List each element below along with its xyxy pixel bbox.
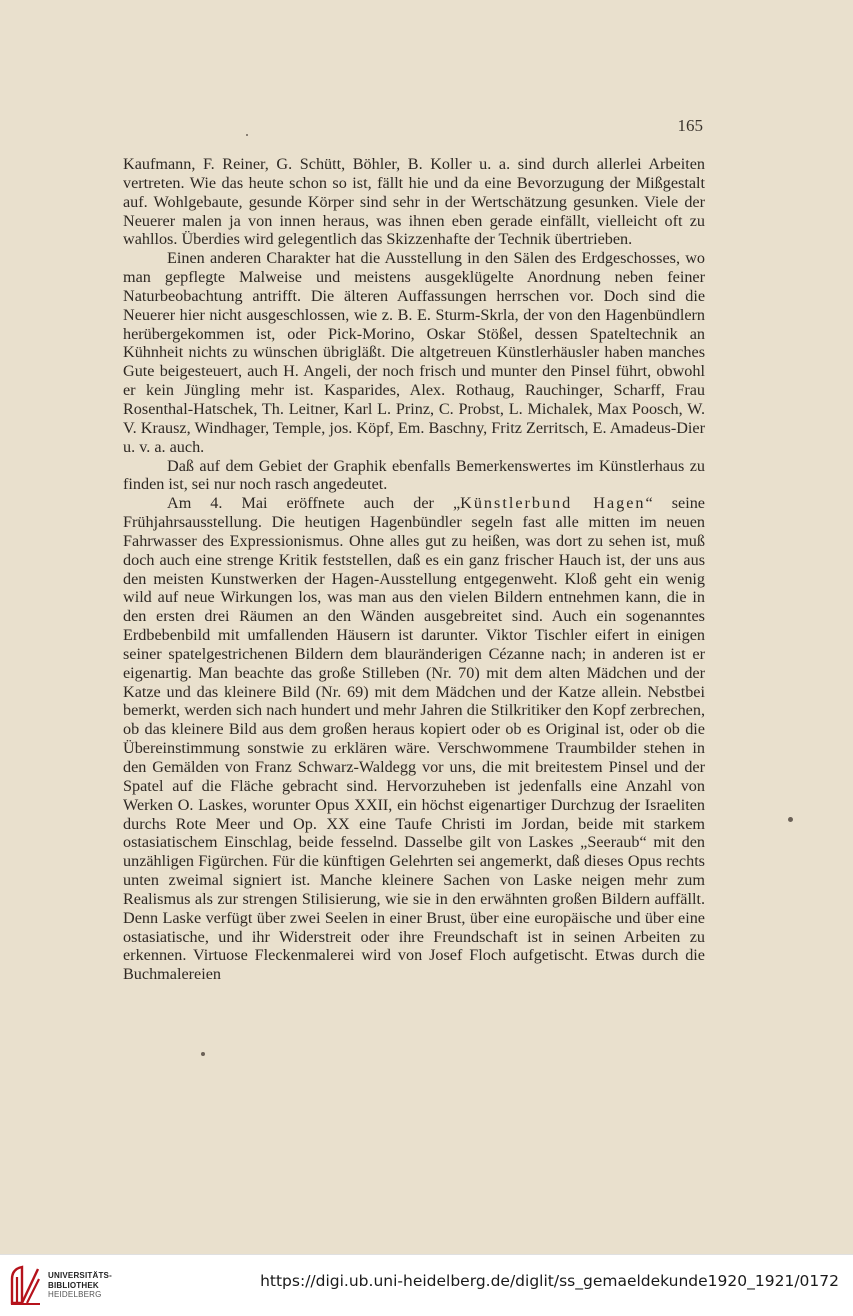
library-line-3: HEIDELBERG <box>48 1290 102 1299</box>
university-library-logo-icon[interactable] <box>8 1263 42 1307</box>
article-text <box>123 155 705 984</box>
document-url-link[interactable]: https://digi.ub.uni-heidelberg.de/diglit/ss_gemaeldekunde1920_1921/0172 <box>260 1272 839 1290</box>
library-line-1: UNIVERSITÄTS- <box>48 1271 112 1280</box>
spaced-emphasis: Künstlerbund Hagen <box>460 494 646 513</box>
paragraph-3: Daß auf dem Gebiet der Graphik ebenfalls Bemerkenswertes im Künstlerhaus zu finden ist, sei nur noch rasch angedeutet. <box>123 456 705 494</box>
library-name <box>48 1271 112 1300</box>
paper-speck <box>201 1052 205 1056</box>
paragraph-4 <box>123 494 705 984</box>
viewer-footer <box>0 1254 853 1316</box>
paragraph-1: Kaufmann, F. Reiner, G. Schütt, Böhler, B. Koller u. a. sind durch allerlei Arbeiten vertreten. Wie das heute schon so ist, fällt hie und da eine Bevorzugung der Mißgestalt auf. Wohlgebaute, gesunde Körper sind sehr in der Wertschätzung gesunken. Viele der Neuerer malen ja von innen heraus, was ihnen eben gerade einfällt, vielleicht oft zu wahllos. Überdies wird gelegentlich das Skizzenhafte der Technik übertrieben. <box>123 155 705 249</box>
paragraph-2: Einen anderen Charakter hat die Ausstellung in den Sälen des Erdgeschosses, wo man gepflegte Malweise und meistens ausgeklügelte Anordnung neben feiner Naturbeobachtung antrifft. Die älteren Auffassungen herrschen vor. Doch sind die Neuerer hier nicht ausgeschlossen, wie z. B. E. Sturm-Skrla, der von den Hagenbündlern herübergekommen ist, oder Pick-Morino, Oskar Stößel, dessen Spateltechnik an Kühnheit nichts zu wünschen übrigläßt. Die altgetreuen Künstlerhäusler haben manches Gute beigesteuert, auch H. Angeli, der noch frisch und munter den Pinsel führt, obwohl er kein Jüngling mehr ist. Kasparides, Alex. Rothaug, Rauchinger, Scharff, Frau Rosenthal-Hatschek, Th. Leitner, Karl L. Prinz, C. Probst, L. Michalek, Max Poosch, W. V. Krausz, Windhager, Temple, jos. Köpf, Em. Baschny, Fritz Zerritsch, E. Amadeus-Dier u. v. a. auch. <box>123 249 705 456</box>
paper-speck <box>788 817 793 822</box>
page-number: 165 <box>677 116 703 135</box>
paragraph-4-lead: Am 4. Mai eröffnete auch der „ <box>167 494 461 513</box>
paragraph-4-body: “ seine Frühjahrsausstellung. Die heutigen Hagenbündler segeln fast alle mitten im neuen Fahrwasser des Expressionismus. Ohne alles gut zu heißen, was dort zu sehen ist, muß doch auch eine strenge Kritik feststellen, daß es ein ganz frischer Hauch ist, der uns aus den meisten Kunstwerken der Hagen-Ausstellung entgegenweht. Kloß geht ein wenig wild auf neue Wirkungen los, was man aus den vielen Bildern entnehmen kann, die in den ersten drei Räumen an den Wänden ausgebreitet sind. Auch ein sogenanntes Erdbebenbild mit umfallenden Häusern ist darunter. Viktor Tischler eifert in einigen seiner spatelgestrichenen Bildern dem blauränderigen Cézanne nach; in anderen ist er eigenartig. Man beachte das große Stilleben (Nr. 70) mit dem alten Mädchen und der Katze und das kleinere Bild (Nr. 69) mit dem Mädchen und der Katze allein. Nebstbei bemerkt, werden sich nach hundert und mehr Jahren die Stilkritiker den Kopf zerbrechen, ob das kleinere Bild aus dem großen heraus kopiert oder ob es Original ist, oder ob die Übereinstimmung sonstwie zu erklären wäre. Verschwommene Traumbilder stehen in den Gemälden von Franz Schwarz-Waldegg vor uns, die mit breitestem Pinsel und der Spatel auf die Fläche gebracht sind. Hervorzuheben ist jedenfalls eine Anzahl von Werken O. Laskes, worunter Opus XXII, ein höchst eigenartiger Durchzug der Israeliten durchs Rote Meer und Op. XX eine Taufe Christi im Jordan, beide mit starkem ostasiatischem Einschlag, beide fesselnd. Dasselbe gilt von Laskes „Seeraub“ mit den unzähligen Figürchen. Für die künftigen Gelehrten sei angemerkt, daß dieses Opus rechts unten zweimal signiert ist. Manche kleinere Sachen von Laske neigen mehr zum Realismus als zur strengen Stilisierung, wie sie in den erwähnten großen Bildern auffällt. Denn Laske verfügt über zwei Seelen in einer Brust, über eine europäische und über eine ostasiatische, und ihr Widerstreit oder ihre Freundschaft ist in seinen Arbeiten zu erkennen. Virtuose Fleckenmalerei wird von Josef Floch aufgetischt. Etwas durch die Buchmalereien <box>123 494 705 984</box>
library-line-2: BIBLIOTHEK <box>48 1280 99 1290</box>
paper-speck <box>246 134 248 136</box>
